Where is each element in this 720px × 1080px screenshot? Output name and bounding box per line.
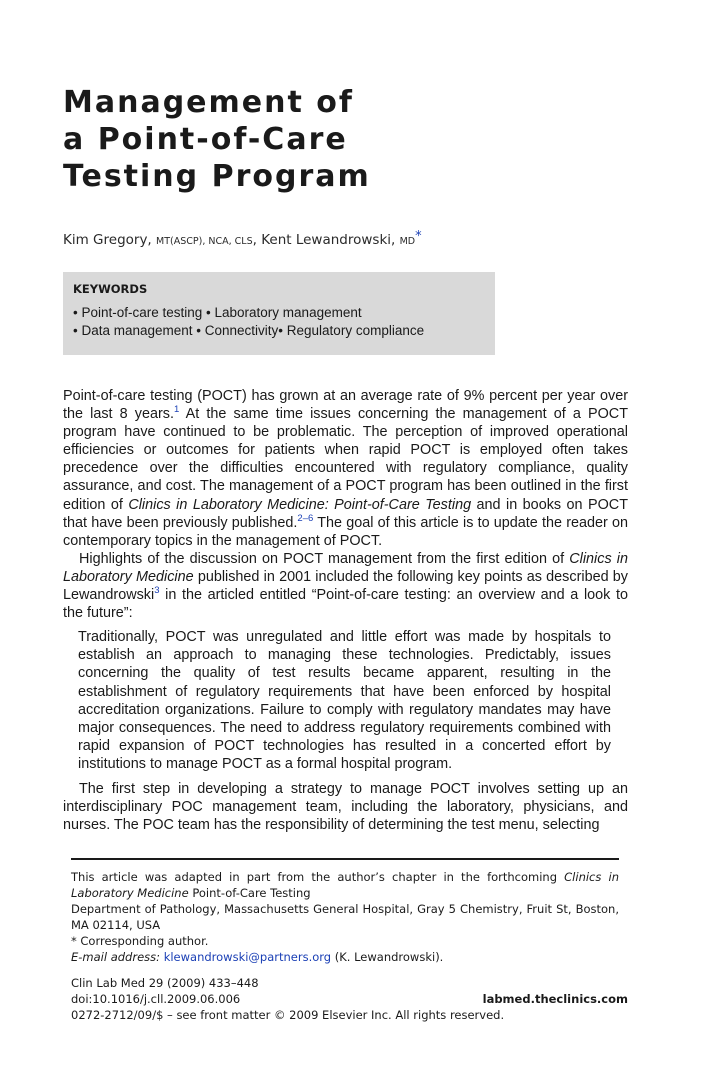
title-line: Testing Program xyxy=(63,159,371,194)
email-link[interactable]: klewandrowski@partners.org xyxy=(163,950,332,964)
copyright-notice: 0272-2712/09/$ – see front matter © 2009 Elsevier Inc. All rights reserved. xyxy=(71,1008,505,1022)
article-body xyxy=(63,387,628,834)
title-line: Management of xyxy=(63,85,354,120)
author-name: Kent Lewandrowski, xyxy=(261,232,396,248)
block-quote: Traditionally, POCT was unregulated and little effort was made by hospitals to establish an approach to managing these technologies. Predictably, issues concerning the quality of test results became apparent, resulting in the establishment of regulatory requirements that have been enforced by hospital accreditation organizations. Failure to comply with regulatory mandates may have major consequences. The need to address regulatory requirements combined with rapid expansion of POCT technologies has resulted in a concerted effort by institutions to manage POCT as a formal hospital program. xyxy=(78,629,611,772)
author-list xyxy=(63,229,422,248)
body-paragraph: Point-of-care testing (POCT) has grown at an average rate of 9% percent per year over the last 8 years.$^1$ At the same time issues concerning the management of a POCT program have continued to be problematic. The perception of improved operational efficiencies or outcomes for patients when rapid POCT is employed often takes precedence over the difficulties encountered with regulatory compliance, quality assurance, and cost. The management of a POCT program has been outlined in the first edition of Clinics in Laboratory Medicine: Point-of-Care Testing and in books on POCT that have been previously published.$^{2-6}$ The goal of this article is to update the reader on contemporary topics in the management of POCT. xyxy=(63,388,629,549)
author-separator: , xyxy=(252,232,262,248)
title-line: a Point-of-Care xyxy=(63,122,348,157)
footnotes xyxy=(71,858,619,965)
citation-link[interactable]: 3 xyxy=(154,585,160,597)
corresponding-author-marker[interactable]: * xyxy=(415,229,422,244)
corresponding-author-note: * Corresponding author. xyxy=(71,934,209,948)
author-credentials: MT(ASCP), NCA, CLS xyxy=(156,236,253,247)
author-credentials: MD xyxy=(399,236,416,247)
body-paragraph: Highlights of the discussion on POCT management from the first edition of Clinics in Laboratory Medicine published in 2001 included the following key points as described by Lewandrowski$^3$ in the articled entitled “Point-of-care testing: an overview and a look to the future”: xyxy=(63,550,628,622)
email-label: E-mail address: xyxy=(71,950,161,964)
publication-meta xyxy=(71,975,628,1023)
affiliation: Department of Pathology, Massachusetts General Hospital, Gray 5 Chemistry, Fruit St, Boston, MA 02114, USA xyxy=(71,902,619,932)
article-title xyxy=(63,84,371,195)
keywords-line: • Point-of-care testing • Laboratory management xyxy=(73,305,362,320)
adaptation-note: This article was adapted in part from the author’s chapter in the forthcoming Clinics in Laboratory Medicine Point-of-Care Testing xyxy=(71,870,619,900)
email-line: E-mail address: klewandrowski@partners.org (K. Lewandrowski). xyxy=(71,950,444,964)
keywords-line: • Data management • Connectivity• Regulatory compliance xyxy=(73,323,425,338)
journal-website[interactable]: labmed.theclinics.com xyxy=(482,992,628,1006)
keywords-box xyxy=(63,272,495,355)
journal-citation: Clin Lab Med 29 (2009) 433–448 xyxy=(71,976,259,990)
doi: doi:10.1016/j.cll.2009.06.006 xyxy=(71,992,241,1006)
citation-link[interactable]: 1 xyxy=(173,404,180,416)
author-name: Kim Gregory, xyxy=(63,232,152,248)
body-paragraph: The first step in developing a strategy to manage POCT involves setting up an interdisciplinary POC management team, including the laboratory, physicians, and nurses. The POC team has the responsibility of determining the test menu, selecting xyxy=(63,780,628,834)
keywords-heading: KEYWORDS xyxy=(73,282,148,296)
citation-link[interactable]: 2–6 xyxy=(297,512,314,524)
